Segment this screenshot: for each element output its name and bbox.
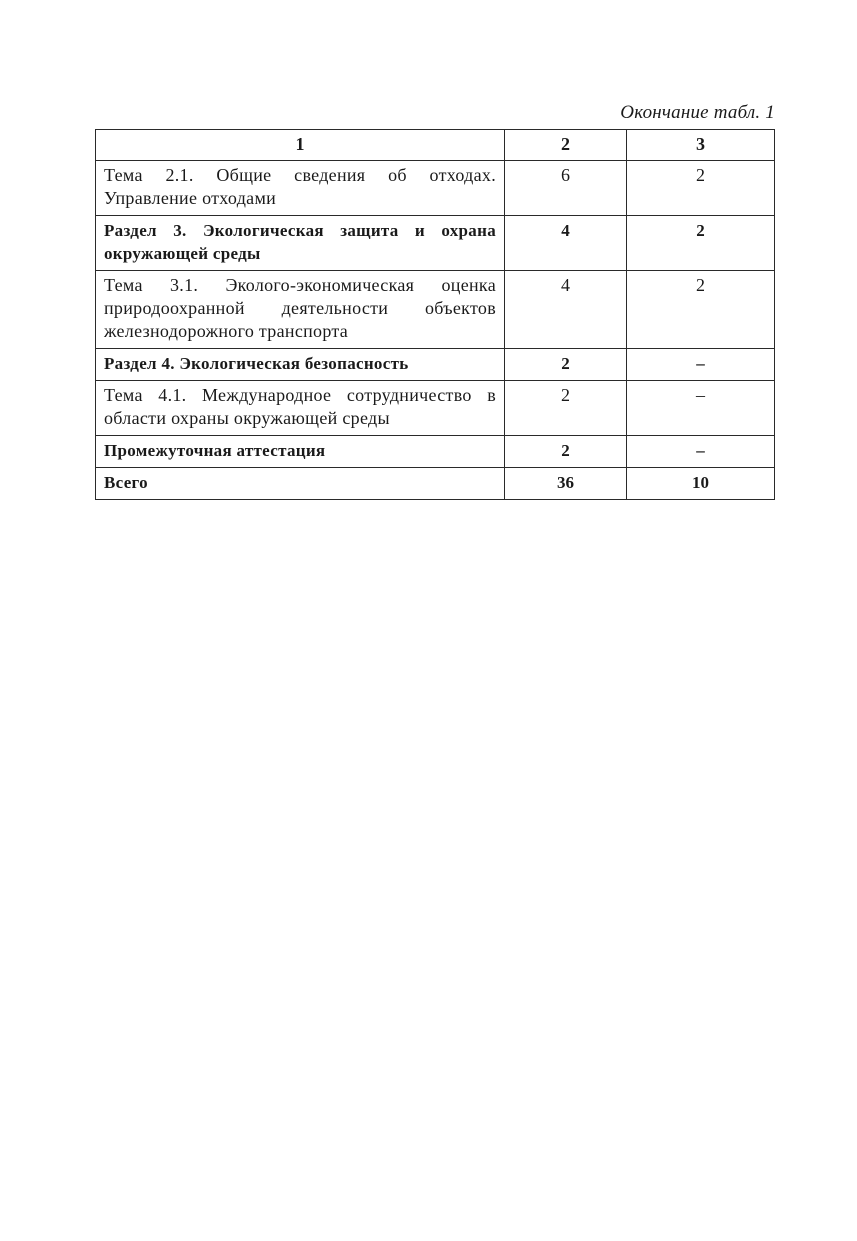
row-value-col2: 4 — [505, 216, 627, 271]
row-title: Промежуточная аттестация — [96, 436, 505, 468]
row-title: Всего — [96, 468, 505, 500]
table-row-attestation — [96, 436, 775, 468]
row-title: Тема 2.1. Общие сведения об отходах. Управление отходами — [96, 161, 505, 216]
table-row — [96, 381, 775, 436]
row-value-col3: 2 — [627, 216, 775, 271]
column-header-3: 3 — [627, 130, 775, 161]
row-value-col3: 2 — [627, 271, 775, 349]
row-value-col2: 6 — [505, 161, 627, 216]
row-title: Тема 4.1. Международное сотрудничество в области охраны окружающей среды — [96, 381, 505, 436]
row-value-col2: 36 — [505, 468, 627, 500]
row-value-col3: 10 — [627, 468, 775, 500]
table-row — [96, 271, 775, 349]
column-header-1: 1 — [96, 130, 505, 161]
row-value-col3: 2 — [627, 161, 775, 216]
row-value-col2: 2 — [505, 436, 627, 468]
row-value-col2: 4 — [505, 271, 627, 349]
table-row-section — [96, 349, 775, 381]
row-value-col3: – — [627, 381, 775, 436]
row-value-col2: 2 — [505, 349, 627, 381]
table-row-total — [96, 468, 775, 500]
course-hours-table — [95, 129, 775, 500]
table-continuation-caption: Окончание табл. 1 — [620, 102, 775, 123]
row-title: Раздел 4. Экологическая безопасность — [96, 349, 505, 381]
row-title: Тема 3.1. Эколого-экономическая оценка природоохранной деятельности объектов железнодорожного транспорта — [96, 271, 505, 349]
table-row — [96, 161, 775, 216]
table-row-section — [96, 216, 775, 271]
row-title: Раздел 3. Экологическая защита и охрана окружающей среды — [96, 216, 505, 271]
column-header-2: 2 — [505, 130, 627, 161]
table-header-row — [96, 130, 775, 161]
row-value-col3: – — [627, 436, 775, 468]
row-value-col2: 2 — [505, 381, 627, 436]
row-value-col3: – — [627, 349, 775, 381]
